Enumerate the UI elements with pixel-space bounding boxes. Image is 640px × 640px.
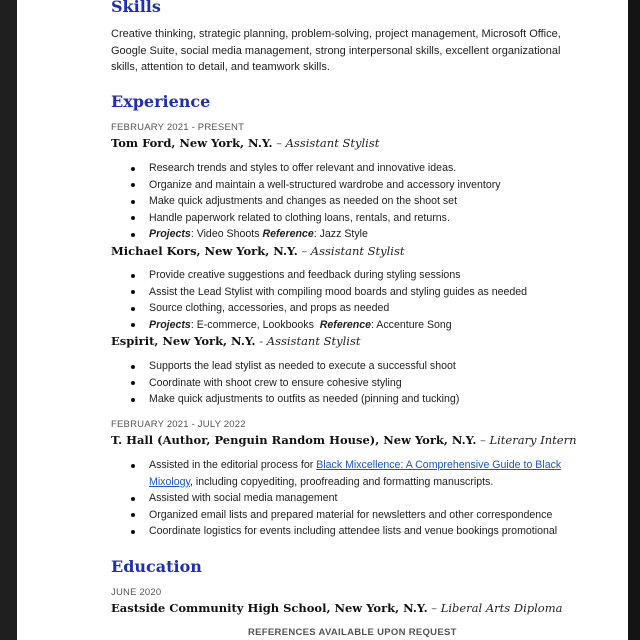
company-name: Tom Ford, New York, N.Y. [111,136,273,150]
separator: – [476,433,490,447]
bullet-item: Supports the lead stylist as needed to execute a successful shoot [111,358,591,375]
education-line [111,601,562,615]
company-name: Espirit, New York, N.Y. [111,334,256,348]
bullet-item: Organized email lists and prepared material for newsletters and other correspondence [111,507,591,524]
bullet-item-projects [111,226,591,243]
job-role: Assistant Stylist [285,136,380,150]
job-role: Literary Intern [489,433,577,447]
bullet-item: Make quick adjustments to outfits as needed (pinning and tucking) [111,391,591,408]
job-title-line [111,433,577,447]
skills-heading: Skills [111,0,161,16]
projects-label: Projects [149,318,191,331]
job-role: Assistant Stylist [310,244,405,258]
right-border [628,0,640,640]
education-heading: Education [111,557,202,576]
date-range: FEBRUARY 2021 - JULY 2022 [111,419,246,430]
skills-text: Creative thinking, strategic planning, problem-solving, project management, Microsoft Office, Google Suite, social media management, strong interpersonal skills, excellent organizational skills, attention to detail, and teamwork skills. [111,28,561,73]
bullet-item [111,457,591,490]
bullet-text: Assisted in the editorial process for [149,459,317,471]
book-link[interactable]: Black Mixcellence: A Comprehensive Guide to Black Mixology [149,459,562,488]
reference-label: Reference [319,318,371,331]
reference-value: : Jazz Style [313,228,368,240]
bullet-item: Handle paperwork related to clothing loans, rentals, and returns. [111,210,591,227]
experience-heading: Experience [111,92,211,111]
bullet-item: Research trends and styles to offer relevant and innovative ideas. [111,160,591,177]
bullet-item: Assist the Lead Stylist with compiling mood boards and styling guides as needed [111,284,591,301]
bullet-item: Organize and maintain a well-structured wardrobe and accessory inventory [111,177,591,194]
company-name: T. Hall (Author, Penguin Random House), New York, N.Y. [111,433,477,447]
bullet-item-projects [111,317,591,334]
bullet-item: Coordinate logistics for events including attendee lists and venue bookings promotional [111,523,591,540]
separator: - [255,334,267,348]
date-range: FEBRUARY 2021 - PRESENT [111,122,245,133]
education-date: JUNE 2020 [111,587,162,598]
school-name: Eastside Community High School, New York, N.Y. [111,601,428,615]
bullet-item: Source clothing, accessories, and props as needed [111,300,591,317]
reference-value: : Accenture Song [371,318,452,331]
job-title-line [111,136,379,150]
separator: – [297,244,311,258]
projects-value: : Video Shoots [190,228,263,240]
bullet-item: Provide creative suggestions and feedback during styling sessions [111,267,591,284]
degree: Liberal Arts Diploma [440,601,563,615]
job-bullets [111,358,591,408]
separator: – [272,136,286,150]
separator: – [427,601,441,615]
bullet-text: , including copyediting, proofreading and formatting manuscripts. [190,475,494,488]
job-bullets [111,160,591,243]
job-bullets [111,267,591,333]
bullet-item: Assisted with social media management [111,490,591,507]
projects-label: Projects [149,228,191,240]
projects-value: : E-commerce, Lookbooks [190,318,320,331]
job-title-line [111,334,361,348]
job-role: Assistant Stylist [266,334,361,348]
reference-label: Reference [262,228,314,240]
job-title-line [111,244,405,258]
references-footer: REFERENCES AVAILABLE UPON REQUEST [248,627,457,638]
left-border [0,0,17,640]
job-bullets [111,457,591,540]
bullet-item: Make quick adjustments and changes as needed on the shoot set [111,193,591,210]
company-name: Michael Kors, New York, N.Y. [111,244,298,258]
bullet-item: Coordinate with shoot crew to ensure cohesive styling [111,375,591,392]
